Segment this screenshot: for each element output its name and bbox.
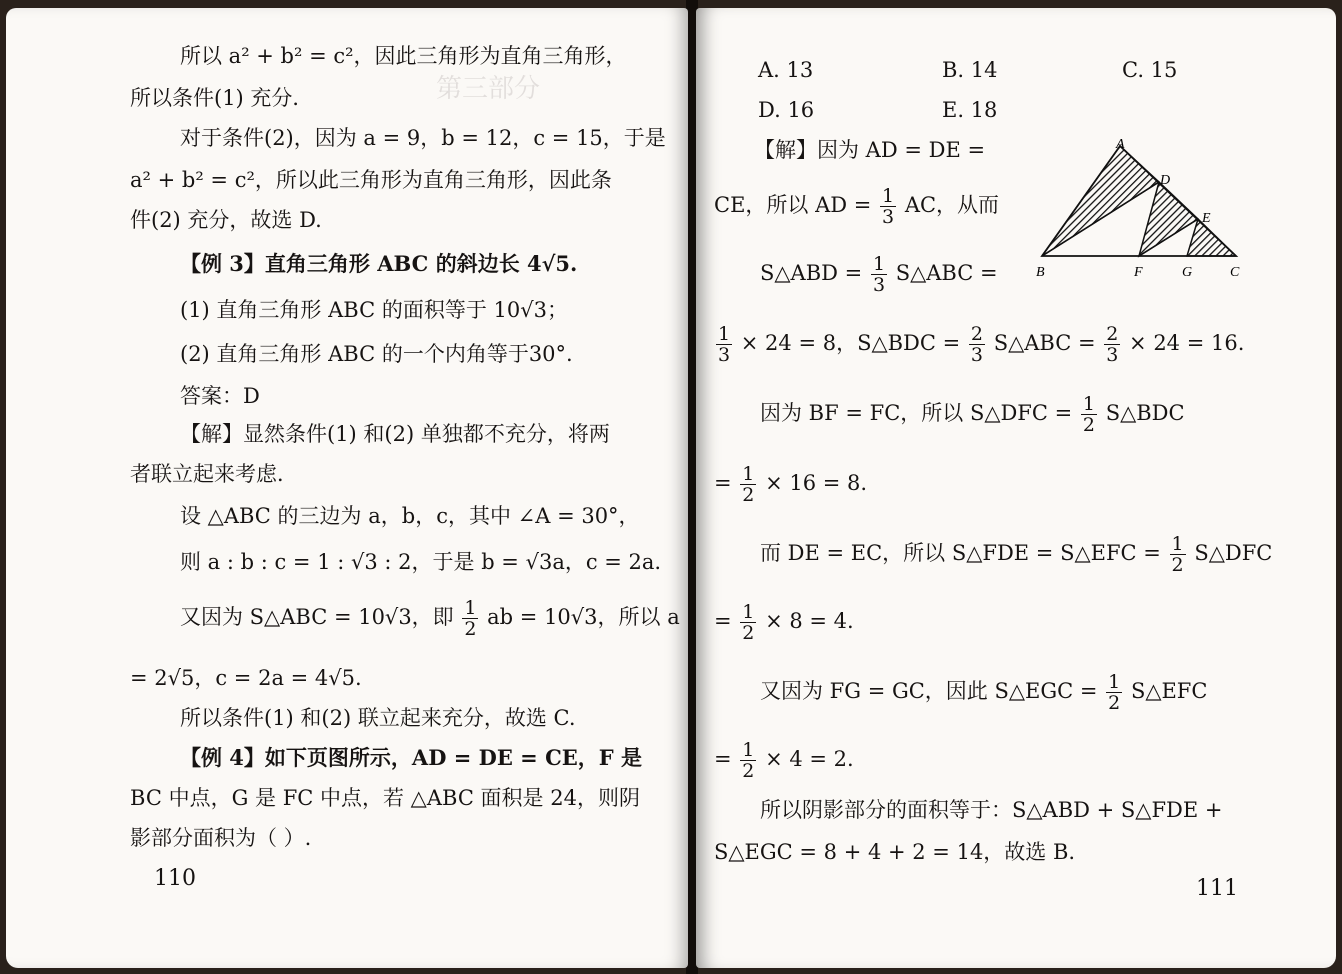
de-ec-line: 而 DE = EC，所以 S△FDE = S△EFC = $\frac{1}{2}$ S△DFC [760,533,1273,576]
fraction-two-thirds: $\frac{2}{3}$ [1106,323,1119,366]
condition-2: (2) 直角三角形 ABC 的一个内角等于30°. [180,342,573,366]
example-4-heading: 【例 4】如下页图所示，AD = DE = CE，F 是 [180,745,643,770]
option-b: B. 14 [942,58,998,82]
left-page [6,8,688,968]
text-line: 所以条件(1) 充分． [130,86,314,110]
fraction-one-half: $\frac{1}{2}$ [742,739,755,782]
label-g: G [1182,265,1193,280]
text-line: 则 a : b : c = 1 : √3 : 2，于是 b = √3a，c = 2a. [180,550,662,574]
conclusion-line: 所以阴影部分的面积等于：S△ABD + S△FDE + [760,798,1223,822]
label-b: B [1036,265,1045,280]
fraction-one-half: $\frac{1}{2}$ [742,601,755,644]
result-line: = $\frac{1}{2}$ × 16 = 8. [714,463,868,506]
bf-fc-line: 因为 BF = FC，所以 S△DFC = $\frac{1}{2}$ S△BDC [760,393,1185,436]
text-line: 所以条件(1) 和(2) 联立起来充分，故选 C. [180,706,576,730]
shaded-triangle-abd [1042,146,1159,256]
text-line: 者联立起来考虑． [130,462,298,486]
area-equation-suffix: ab = 10√3，所以 a [487,605,680,629]
fraction-one-half: $\frac{1}{2}$ [464,597,477,640]
area-equation-line [180,598,680,639]
option-c: C. 15 [1122,58,1178,82]
label-a: A [1116,138,1125,152]
area-equation-prefix: 又因为 S△ABC = 10√3，即 [180,605,454,629]
text-line: 所以 a² + b² = c²，因此三角形为直角三角形， [180,44,627,68]
option-a: A. 13 [758,58,814,82]
result-line: = $\frac{1}{2}$ × 8 = 4. [714,601,854,644]
fraction-two-thirds: $\frac{2}{3}$ [970,323,984,366]
text-line: 影部分面积为（ ）. [130,826,312,850]
fraction-one-third: $\frac{1}{3}$ [872,253,886,296]
option-e: E. 18 [942,98,998,122]
example-3-heading: 【例 3】直角三角形 ABC 的斜边长 4√5. [180,251,578,276]
fraction-one-half: $\frac{1}{2}$ [1082,393,1096,436]
text-line: = 2√5，c = 2a = 4√5. [130,666,362,690]
solution-heading: 【解】因为 AD = DE = [754,138,986,162]
result-line: = $\frac{1}{2}$ × 4 = 2. [714,739,854,782]
fraction-one-third: $\frac{1}{3}$ [718,323,731,366]
label-f: F [1134,265,1143,280]
text-line: 对于条件(2)，因为 a = 9，b = 12，c = 15，于是 [180,126,666,150]
solution-line-ad: CE，所以 AD = $\frac{1}{3}$ AC，从而 [714,185,1000,228]
triangle-diagram [1036,138,1256,284]
label-e: E [1202,211,1211,226]
option-d: D. 16 [758,98,815,122]
label-c: C [1230,265,1240,280]
conclusion-line: S△EGC = 8 + 4 + 2 = 14，故选 B. [714,840,1076,864]
text-line: 设 △ABC 的三边为 a，b，c，其中 ∠A = 30°， [180,504,640,528]
fraction-one-third: $\frac{1}{3}$ [882,185,895,228]
page-number-left: 110 [154,866,196,891]
shaded-triangle-egc [1187,219,1236,256]
text-line: 件(2) 充分，故选 D. [130,208,322,232]
area-abd-line: S△ABD = $\frac{1}{3}$ S△ABC = [760,253,998,296]
fg-gc-line: 又因为 FG = GC，因此 S△EGC = $\frac{1}{2}$ S△EFC [760,671,1208,714]
text-line: a² + b² = c²，所以此三角形为直角三角形，因此条 [130,168,612,192]
condition-1: (1) 直角三角形 ABC 的面积等于 10√3； [180,298,568,322]
answer-line: 答案：D [180,384,260,408]
fraction-one-half: $\frac{1}{2}$ [1108,671,1121,714]
label-d: D [1160,173,1171,188]
fraction-one-half: $\frac{1}{2}$ [1171,533,1184,576]
text-line: BC 中点，G 是 FC 中点，若 △ABC 面积是 24，则阴 [130,786,640,810]
fraction-one-half: $\frac{1}{2}$ [742,463,755,506]
right-page [696,8,1336,968]
bleed-through-heading: 第三部分 [436,74,541,104]
page-number-right: 111 [1196,876,1238,901]
area-bdc-line: $\frac{1}{3}$ × 24 = 8，S△BDC = $\frac{2}{3}$ S△ABC = $\frac{2}{3}$ × 24 = 16. [718,323,1245,366]
solution-line: 【解】显然条件(1) 和(2) 单独都不充分，将两 [180,422,610,446]
